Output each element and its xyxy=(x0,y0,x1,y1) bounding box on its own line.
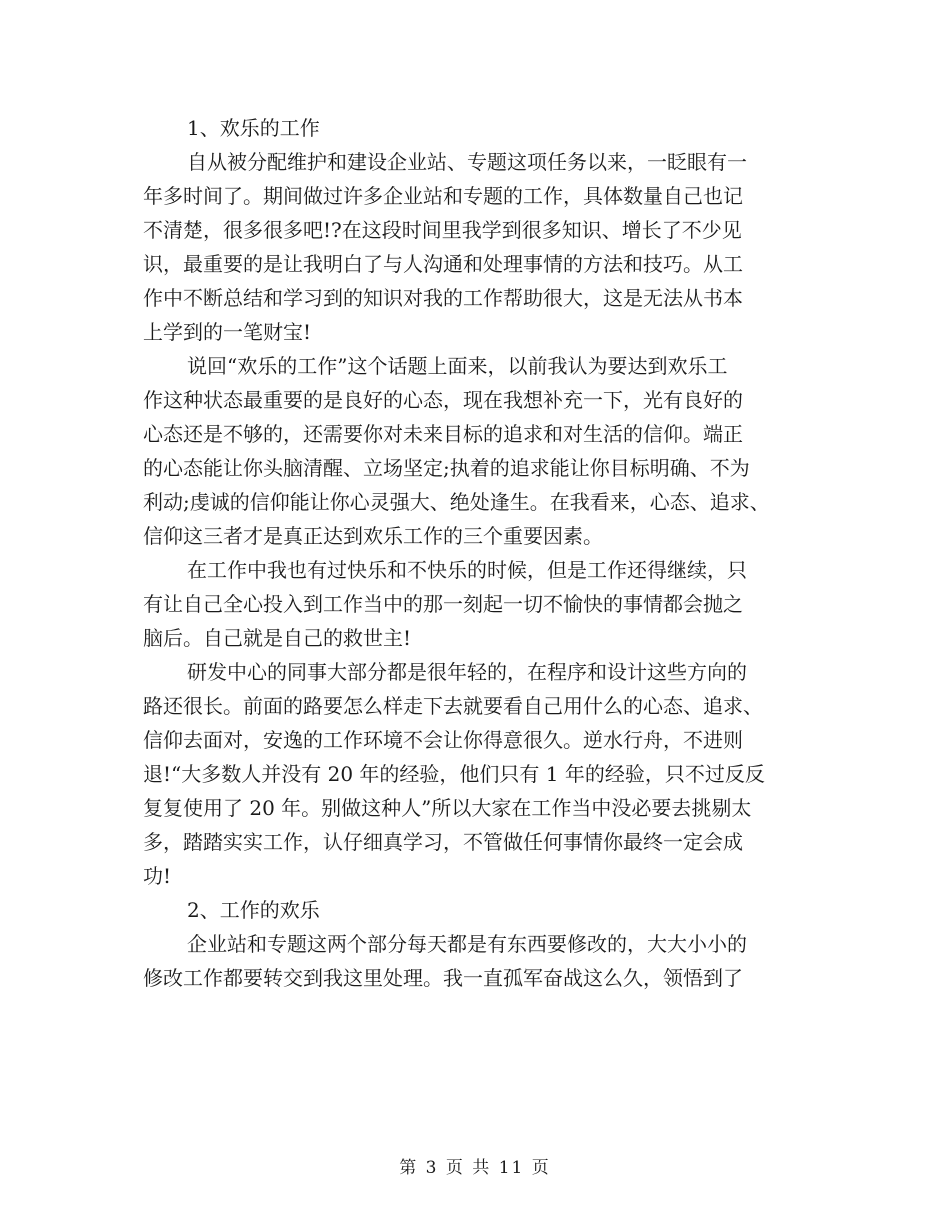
paragraph-line: 利动;虔诚的信仰能让你心灵强大、绝处逢生。在我看来，心态、追求、 xyxy=(143,490,770,514)
page-number-footer: 第 3 页 共 11 页 xyxy=(399,1158,551,1178)
paragraph-line: 退!“大多数人并没有 20 年的经验，他们只有 1 年的经验，只不过反反 xyxy=(143,762,765,786)
paragraph-line: 信仰这三者才是真正达到欢乐工作的三个重要因素。 xyxy=(143,524,603,548)
paragraph-line: 自从被分配维护和建设企业站、专题这项任务以来，一眨眼有一 xyxy=(187,150,747,174)
section-heading: 2、工作的欢乐 xyxy=(187,898,320,922)
paragraph-line: 作这种状态最重要的是良好的心态，现在我想补充一下，光有良好的 xyxy=(143,388,743,412)
paragraph-line: 心态还是不够的，还需要你对未来目标的追求和对生活的信仰。端正 xyxy=(143,422,743,446)
paragraph-line: 研发中心的同事大部分都是很年轻的，在程序和设计这些方向的 xyxy=(187,660,747,684)
paragraph-line: 信仰去面对，安逸的工作环境不会让你得意很久。逆水行舟，不进则 xyxy=(143,728,743,752)
section-heading: 1、欢乐的工作 xyxy=(187,116,320,140)
paragraph-line: 作中不断总结和学习到的知识对我的工作帮助很大，这是无法从书本 xyxy=(143,286,743,310)
paragraph-line: 年多时间了。期间做过许多企业站和专题的工作，具体数量自己也记 xyxy=(143,184,743,208)
paragraph-line: 说回“欢乐的工作”这个话题上面来，以前我认为要达到欢乐工 xyxy=(187,354,728,378)
paragraph-line: 功! xyxy=(143,864,172,888)
paragraph-line: 路还很长。前面的路要怎么样走下去就要看自己用什么的心态、追求、 xyxy=(143,694,763,718)
paragraph-line: 修改工作都要转交到我这里处理。我一直孤军奋战这么久，领悟到了 xyxy=(143,966,743,990)
paragraph-line: 企业站和专题这两个部分每天都是有东西要修改的，大大小小的 xyxy=(187,932,747,956)
paragraph-line: 在工作中我也有过快乐和不快乐的时候，但是工作还得继续，只 xyxy=(187,558,747,582)
document-body xyxy=(143,111,809,995)
paragraph-line: 多，踏踏实实工作，认仔细真学习，不管做任何事情你最终一定会成 xyxy=(143,830,743,854)
paragraph-line: 脑后。自己就是自己的救世主! xyxy=(143,626,412,650)
paragraph-line: 识，最重要的是让我明白了与人沟通和处理事情的方法和技巧。从工 xyxy=(143,252,743,276)
paragraph-line: 不清楚，很多很多吧!?在这段时间里我学到很多知识、增长了不少见 xyxy=(143,218,742,242)
paragraph-line: 上学到的一笔财宝! xyxy=(143,320,312,344)
paragraph-line: 有让自己全心投入到工作当中的那一刻起一切不愉快的事情都会抛之 xyxy=(143,592,743,616)
paragraph-line: 复复使用了 20 年。别做这种人”所以大家在工作当中没必要去挑剔太 xyxy=(143,796,752,820)
paragraph-line: 的心态能让你头脑清醒、立场坚定;执着的追求能让你目标明确、不为 xyxy=(143,456,750,480)
